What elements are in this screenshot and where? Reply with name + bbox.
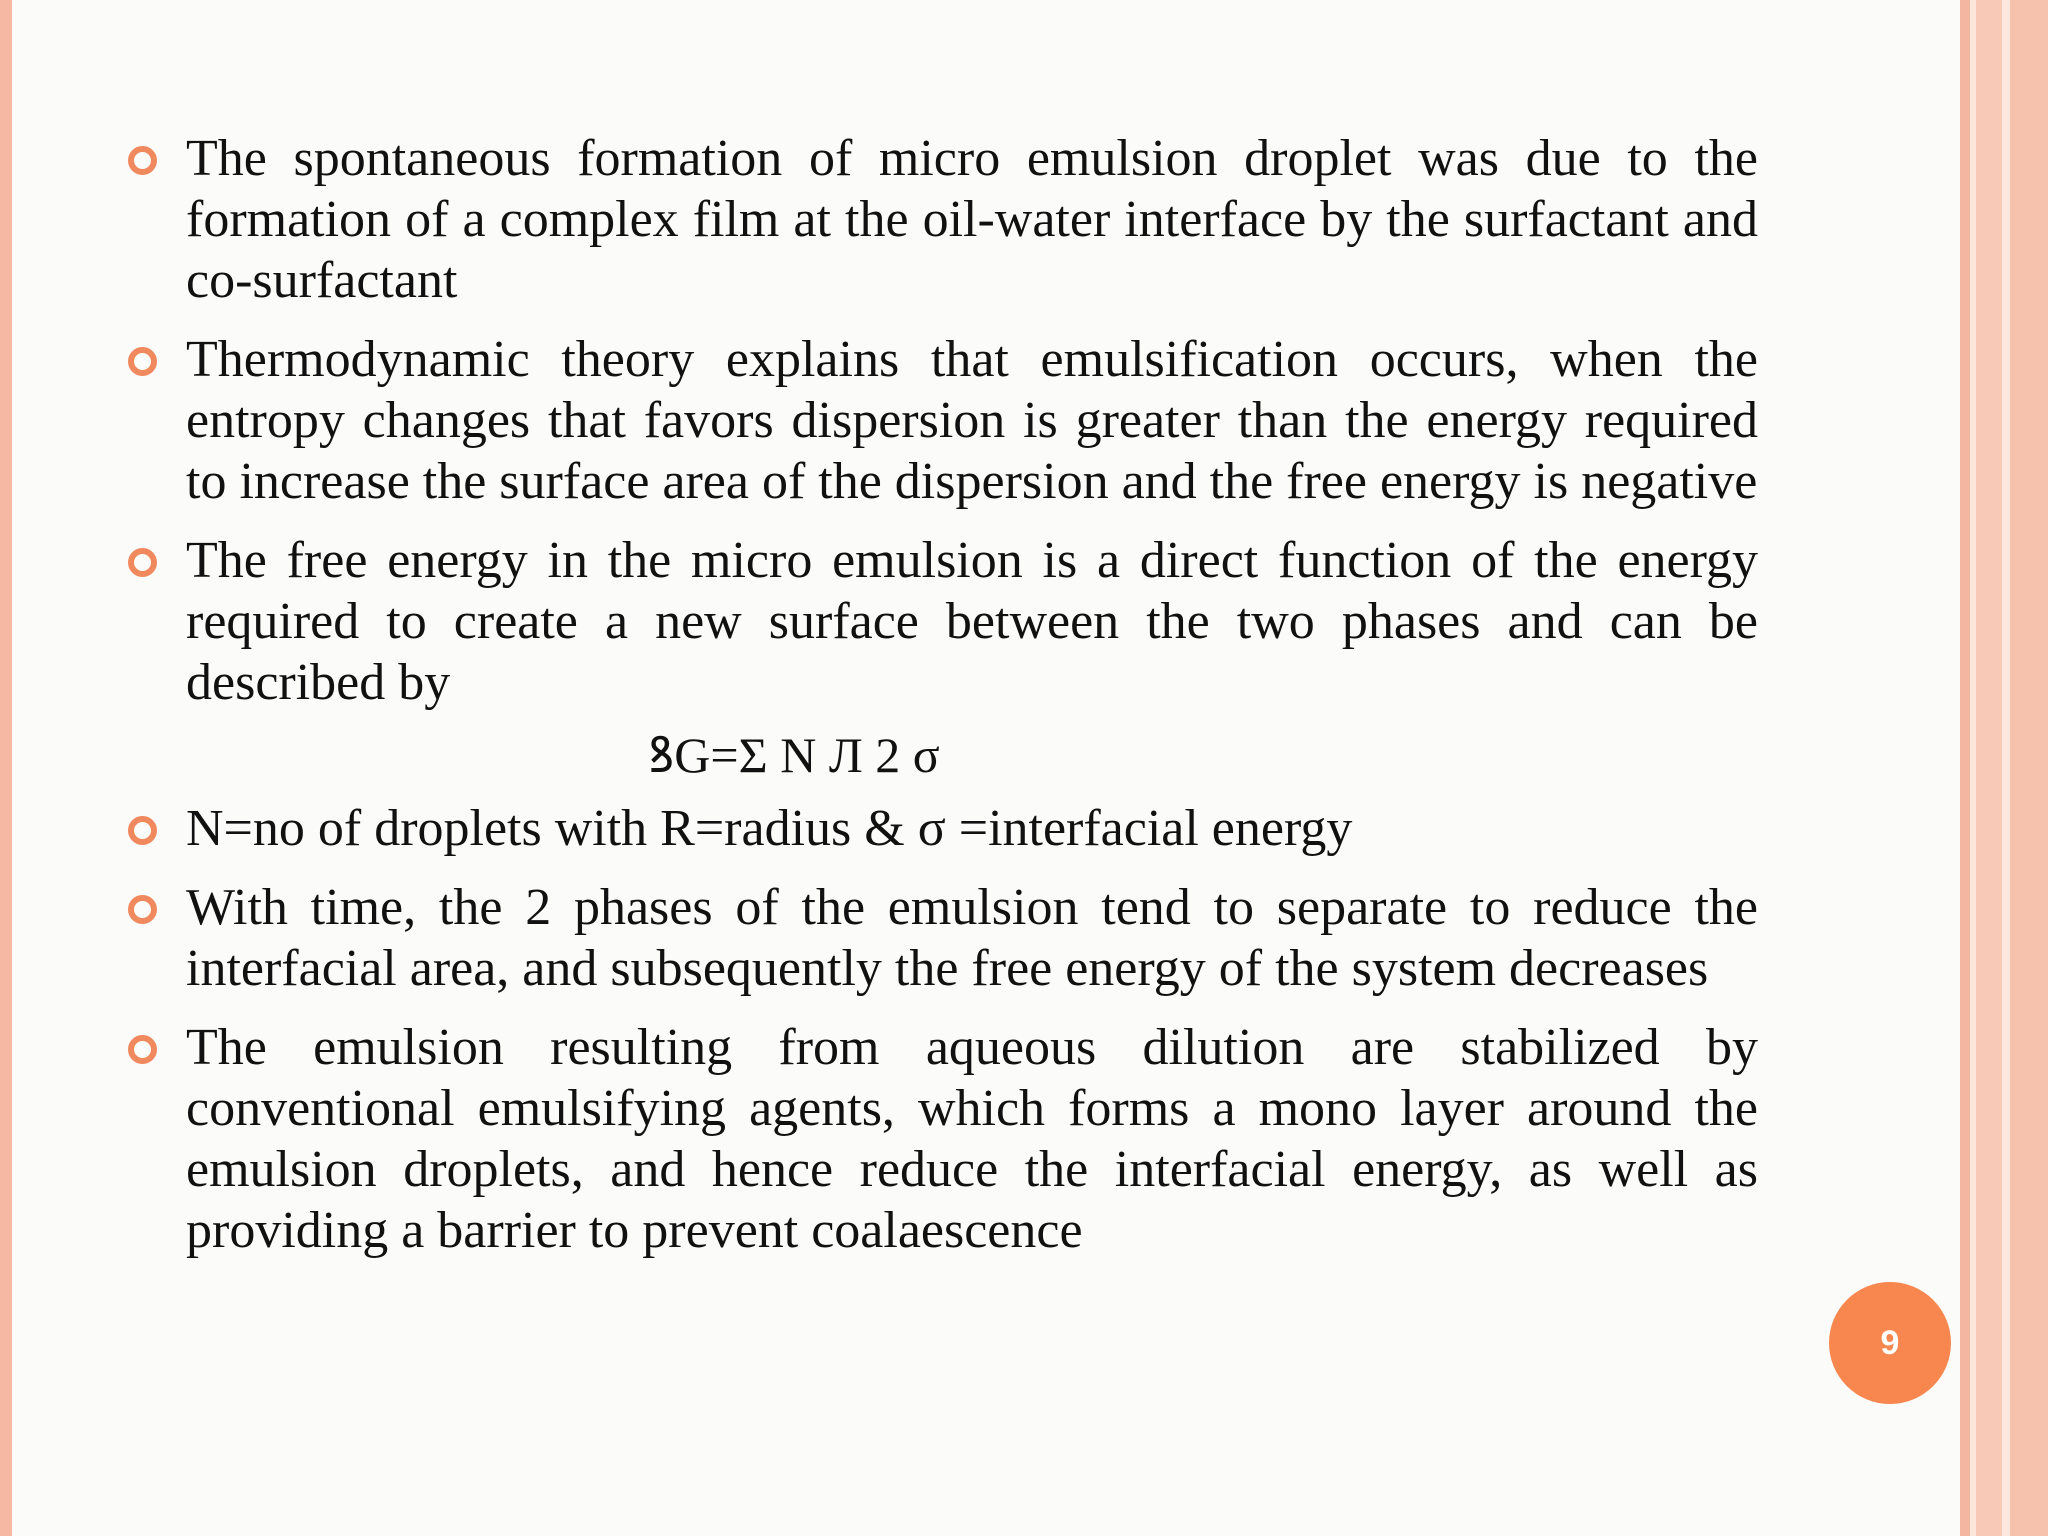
bullet-text: N=no of droplets with R=radius & σ =interfacial energy [186,800,1353,857]
circle-bullet-icon [128,146,157,175]
circle-bullet-icon [128,548,157,577]
right-border-stripes [1960,0,2048,1536]
bullet-item [128,128,1758,311]
left-border-stripe [0,0,12,1536]
bullet-text: The free energy in the micro emulsion is a direct function of the energy required to create a new surface between the two phases and can be described by [186,532,1758,711]
border-stripe [1976,0,2002,1536]
bullet-text: The emulsion resulting from aqueous dilution are stabilized by conventional emulsifying agents, which forms a mono layer around the emulsion droplets, and hence reduce the interfacial energy, as well as providing a barrier to prevent coalaescence [186,1019,1758,1259]
circle-bullet-icon [128,1035,157,1064]
bullet-text: The spontaneous formation of micro emulsion droplet was due to the formation of a complex film at the oil-water interface by the surfactant and co-surfactant [186,130,1758,309]
free-energy-formula: ꝸG=Σ N Л 2 σ [648,727,940,783]
border-stripe [2010,0,2048,1536]
bullet-item [128,877,1758,999]
bullet-item [128,1017,1758,1261]
bullet-item [128,329,1758,512]
bullet-item [128,530,1758,713]
circle-bullet-icon [128,347,157,376]
bullet-text: Thermodynamic theory explains that emulsification occurs, when the entropy changes that favors dispersion is greater than the energy required to increase the surface area of the dispersion and the free energy is negative [186,331,1758,510]
bullet-item [128,798,1758,859]
bullet-text: With time, the 2 phases of the emulsion tend to separate to reduce the interfacial area, and subsequently the free energy of the system decreases [186,879,1758,997]
slide-content [128,128,1758,1279]
circle-bullet-icon [128,816,157,845]
page-number-badge: 9 [1829,1282,1951,1404]
border-stripe [2002,0,2010,1536]
circle-bullet-icon [128,895,157,924]
border-stripe [1960,0,1970,1536]
